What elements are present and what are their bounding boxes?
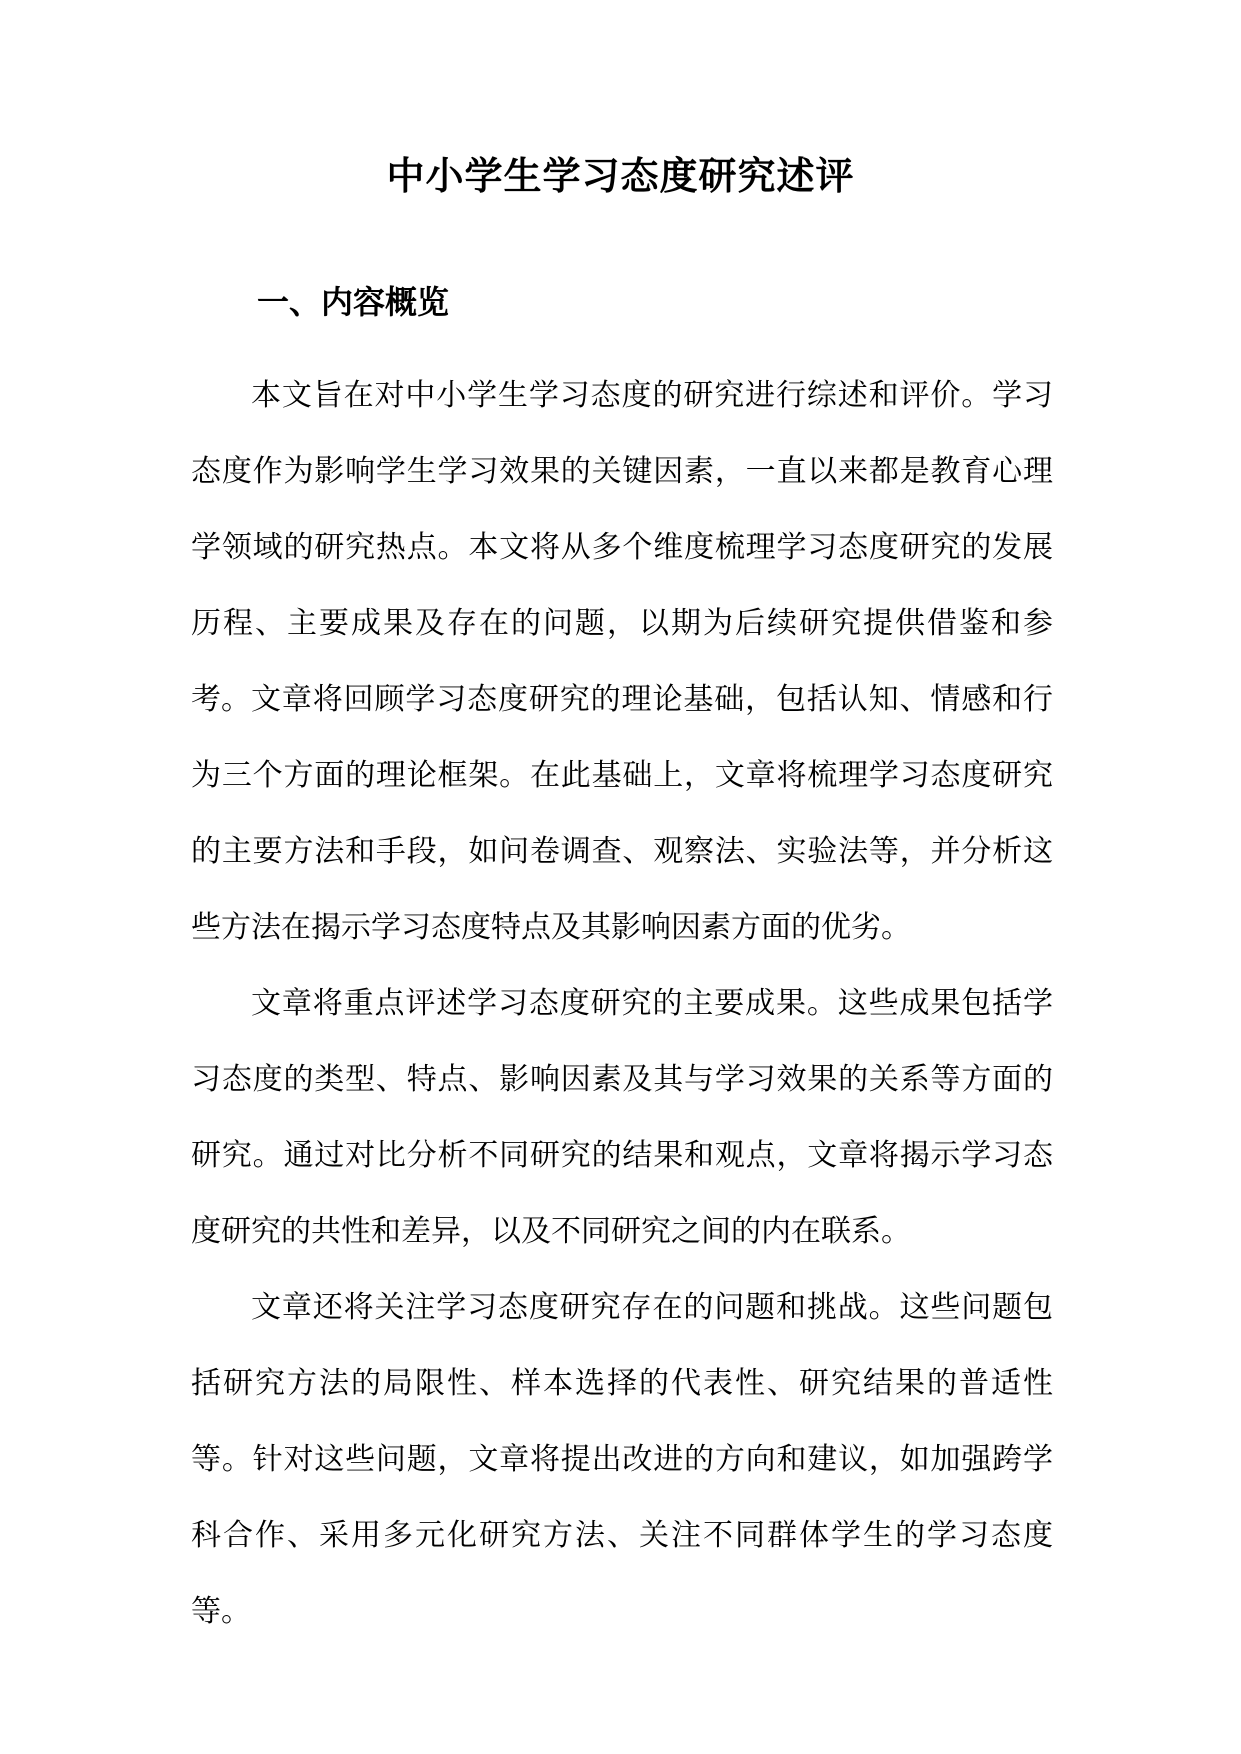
paragraph: 文章将回顾学习态度研究的理论基础，包括认知、情感和行为三个方面的理论框架。在此基础上，文章将梳理学习态度研究的主要方法和手段，如问卷调查、观察法、实验法等，并分析这些方法在揭示学习态度特点及其影响因素方面的优劣。 xyxy=(191,682,1053,945)
document-title: 中小学生学习态度研究述评 xyxy=(386,153,855,198)
paragraph: 文章还将关注学习态度研究存在的问题和挑战。这些问题包括研究方法的局限性、样本选择的代表性、研究结果的普适性等。针对这些问题，文章将提出改进的方向和建议，如加强跨学科合作、采用多元化研究方法、关注不同群体学生的学习态度等。 xyxy=(191,1290,1053,1629)
paragraph: 本文旨在对中小学生学习态度的研究进行综述和评价。学习态度作为影响学生学习效果的关键因素，一直以来都是教育心理学领域的研究热点。本文将从多个维度梳理学习态度研究的发展历程、主要成果及存在的问题，以期为后续研究提供借鉴和参考。 xyxy=(191,378,1053,717)
paragraph: 文章将重点评述学习态度研究的主要成果。这些成果包括学习态度的类型、特点、影响因素及其与学习效果的关系等方面的研究。通过对比分析不同研究的结果和观点，文章将揭示学习态度研究的共性和差异，以及不同研究之间的内在联系。 xyxy=(191,986,1053,1249)
section-heading: 一、内容概览 xyxy=(257,283,450,321)
